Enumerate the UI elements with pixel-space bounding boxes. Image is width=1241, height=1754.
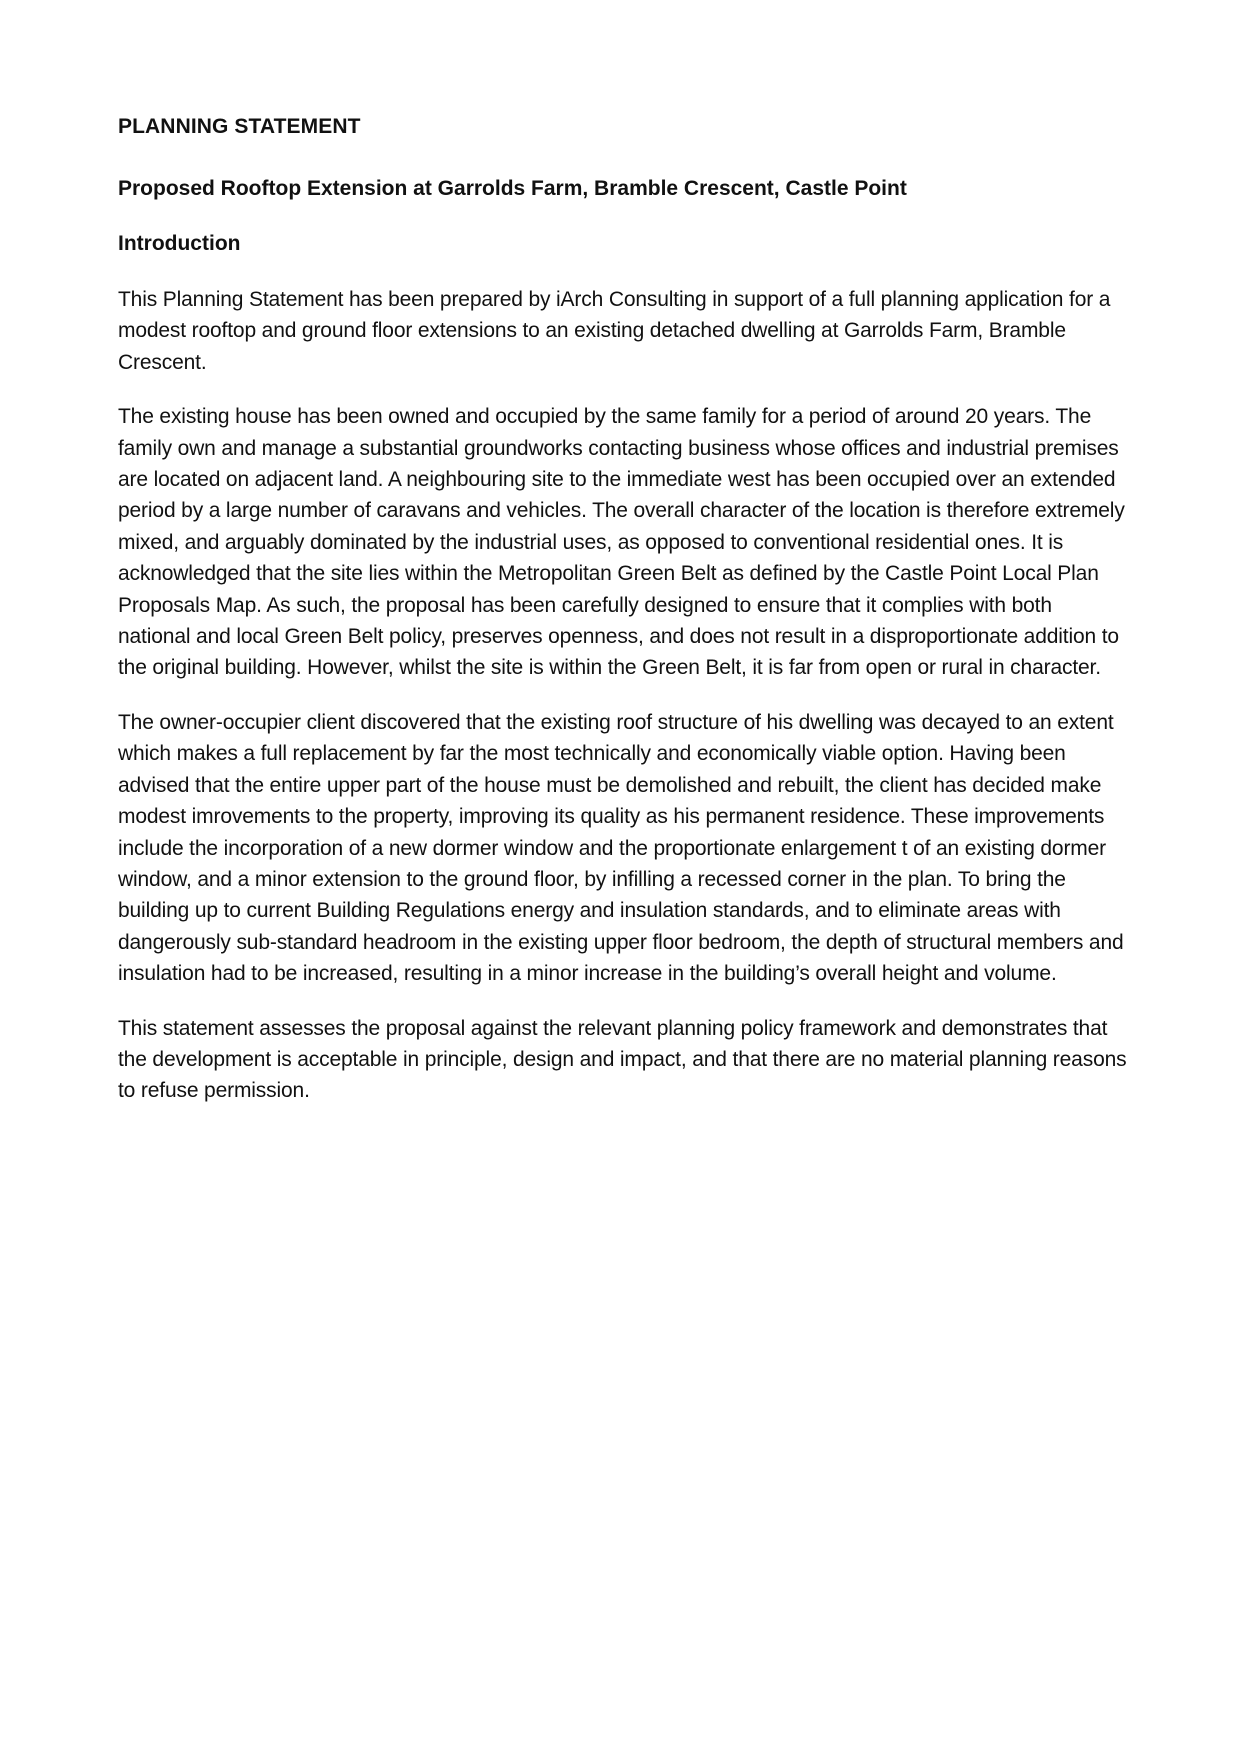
paragraph: This statement assesses the proposal against the relevant planning policy framework and demonstrates that the development is acceptable in principle, design and impact, and that there are no material planning reasons to refuse permission. — [118, 1016, 1127, 1103]
paragraph: The existing house has been owned and occupied by the same family for a period of around 20 years. The family own and manage a substantial groundworks contacting business whose offices and industrial premises are located on adjacent land. A neighbouring site to the immediate west has been occupied over an extended period by a large number of caravans and vehicles. The overall character of the location is therefore extremely mixed, and arguably dominated by the industrial uses, as opposed to conventional residential ones. It is acknowledged that the site lies within the Metropolitan Green Belt as defined by the Castle Point Local Plan Proposals Map. As such, the proposal has been carefully designed to ensure that it complies with both national and local Green Belt policy, preserves openness, and does not result in a disproportionate addition to the original building. However, whilst the site is within the Green Belt, it is far from open or rural in character. — [118, 405, 1125, 680]
document-body — [118, 112, 1128, 1107]
document-subtitle: Proposed Rooftop Extension at Garrolds Farm, Bramble Crescent, Castle Point — [118, 177, 907, 200]
section-heading-introduction: Introduction — [118, 232, 241, 255]
document-title: PLANNING STATEMENT — [118, 115, 361, 138]
paragraph: The owner-occupier client discovered that the existing roof structure of his dwelling was decayed to an extent which makes a full replacement by far the most technically and economically viable option. Having been advised that the entire upper part of the house must be demolished and rebuilt, the client has decided make modest imrovements to the property, improving its quality as his permanent residence. These improvements include the incorporation of a new dormer window and the proportionate enlargement t of an existing dormer window, and a minor extension to the ground floor, by infilling a recessed corner in the plan. To bring the building up to current Building Regulations energy and insulation standards, and to eliminate areas with dangerously sub-standard headroom in the existing upper floor bedroom, the depth of structural members and insulation had to be increased, resulting in a minor increase in the building’s overall height and volume. — [118, 710, 1124, 986]
paragraph: This Planning Statement has been prepared by iArch Consulting in support of a full planning application for a modest rooftop and ground floor extensions to an existing detached dwelling at Garrolds Farm, Bramble Crescent. — [118, 288, 1111, 374]
